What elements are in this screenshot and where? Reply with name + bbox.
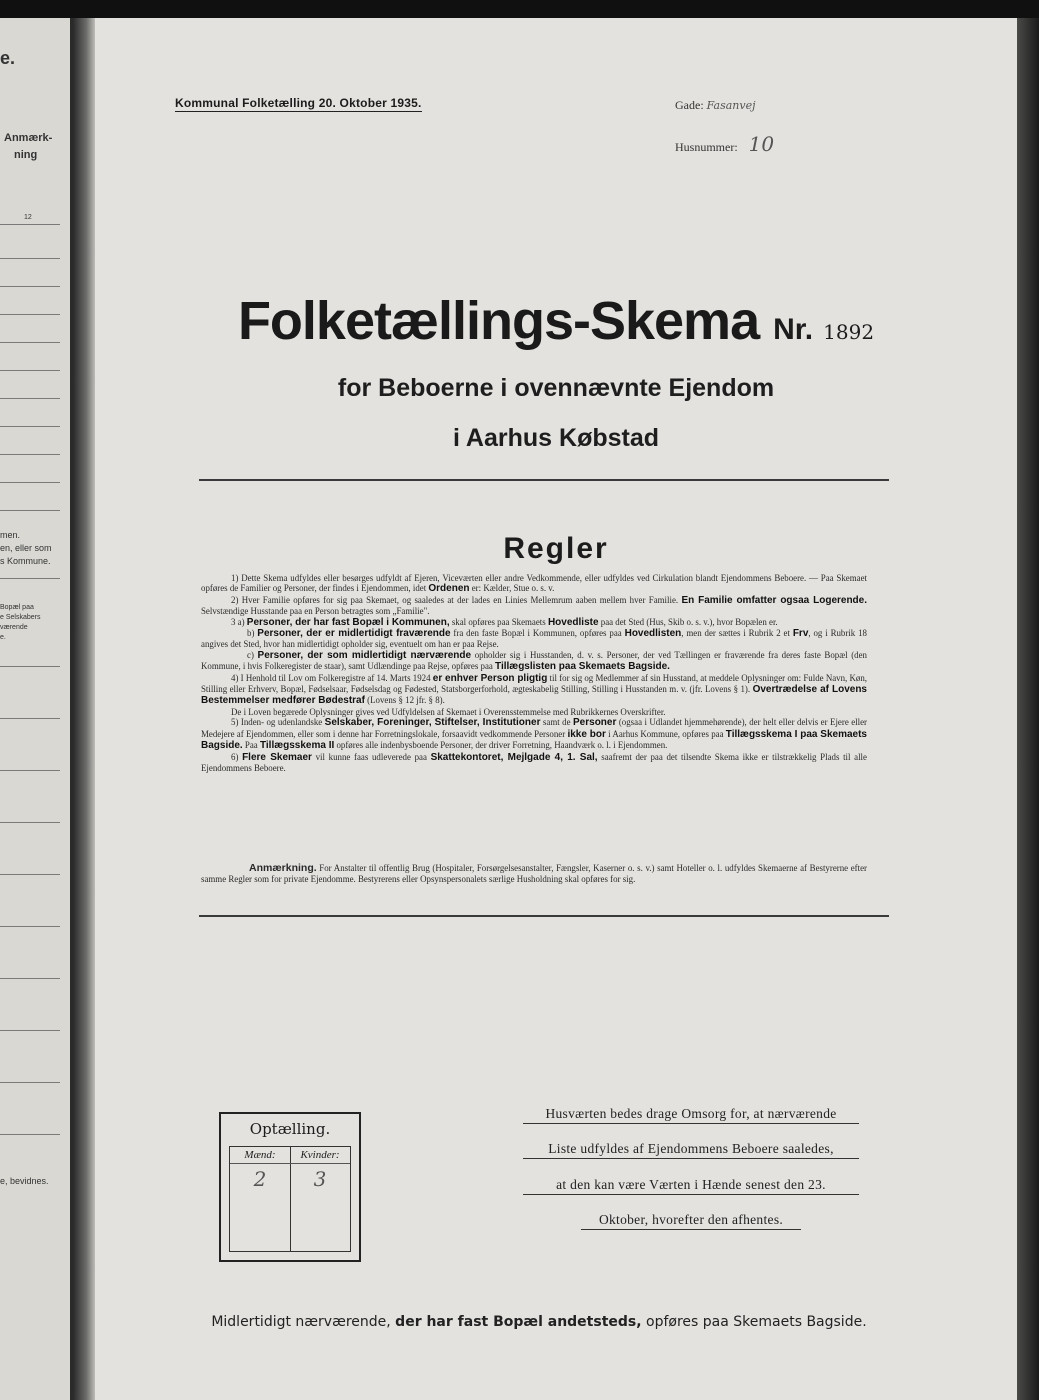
left-page-rule bbox=[0, 454, 60, 455]
form-number-value: 1892 bbox=[823, 320, 875, 344]
women-label: Kvinder: bbox=[300, 1149, 340, 1161]
form-title-text: Folketællings-Skema bbox=[237, 291, 760, 351]
left-page-column-label: Anmærk- bbox=[4, 132, 53, 144]
rules-heading: Regler bbox=[503, 532, 609, 565]
footer-note: Midlertidigt nærværende, der har fast Bopæl andetsteds, opføres paa Skemaets Bagside. bbox=[211, 1314, 867, 1330]
left-page-rule bbox=[0, 482, 60, 483]
count-box bbox=[219, 1112, 361, 1262]
form-title bbox=[95, 290, 1017, 352]
divider bbox=[199, 915, 889, 917]
left-page-heading: e. bbox=[0, 48, 16, 68]
left-page-rule bbox=[0, 426, 60, 427]
left-page-fragment: værende bbox=[0, 624, 28, 631]
landlord-instruction: Liste udfyldes af Ejendommens Beboere saaledes, bbox=[523, 1141, 859, 1159]
left-page-fragment: Bopæl paa bbox=[0, 604, 34, 611]
men-label: Mænd: bbox=[244, 1149, 276, 1161]
left-page-rule bbox=[0, 926, 60, 927]
street-value: Fasanvej bbox=[706, 99, 756, 112]
left-page-fragment: e, bevidnes. bbox=[0, 1176, 49, 1186]
house-number-label: Husnummer: bbox=[675, 140, 738, 154]
left-page-rule bbox=[0, 314, 60, 315]
landlord-instruction: at den kan være Værten i Hænde senest den 23. bbox=[523, 1177, 859, 1195]
street-label: Gade: bbox=[675, 98, 704, 112]
rule-5: 5) Inden- og udenlandske Selskaber, Foreninger, Stiftelser, Institutioner samt de Personer (ogsaa i Udlandet hjemmehørende), der helt eller delvis er Ejere eller Medejere af Ejendommen, eller som i denne har Forretningslokale, forsaavidt vedkommende Personer ikke bor i Aarhus Kommune, opføres paa Tillægsskema I paa Skemaets Bagside. Paa Tillægsskema II opføres alle indenbysboende Personer, der driver Forretning, Haandværk o. l. i Ejendommen. bbox=[201, 717, 867, 752]
rule-1: 1) Dette Skema udfyldes eller besørges udfyldt af Ejeren, Viceværten eller andre Vedkommende, eller udfyldes ved Cirkulation blandt Ejendommens Beboere. — Paa Skemaet opføres de Familier og Personer, der findes i Ejendommen, idet Ordenen er: Kælder, Stue o. s. v. bbox=[201, 573, 867, 595]
men-count: 2 bbox=[253, 1167, 267, 1191]
landlord-instruction: Husværten bedes drage Omsorg for, at nærværende bbox=[523, 1106, 859, 1124]
rule-6: 6) Flere Skemaer vil kunne faas udleverede paa Skattekontoret, Mejlgade 4, 1. Sal, saafremt der paa det tilsendte Skema ikke er tilstrækkelig Plads til alle Ejendommens Beboere. bbox=[201, 751, 867, 773]
left-page-fragment: s Kommune. bbox=[0, 556, 51, 566]
previous-page-edge bbox=[0, 18, 73, 1400]
left-page-rule bbox=[0, 1082, 60, 1083]
count-title: Optælling. bbox=[249, 1120, 331, 1138]
left-page-fragment: en, eller som bbox=[0, 543, 52, 553]
left-page-fragment: e. bbox=[0, 634, 6, 641]
remark-note bbox=[201, 863, 867, 885]
left-page-rule bbox=[0, 370, 60, 371]
left-page-rule bbox=[0, 822, 60, 823]
page-edge bbox=[1017, 18, 1039, 1400]
left-page-rule bbox=[0, 978, 60, 979]
rule-3a: 3 a) Personer, der har fast Bopæl i Kommunen, skal opføres paa Skemaets Hovedliste paa det Sted (Hus, Skib o. s. v.), hvor Bopælen er. bbox=[231, 616, 778, 628]
remark-text: For Anstalter til offentlig Brug (Hospitaler, Forsørgelsesanstalter, Fængsler, Kaserner o. s. v.) samt Hoteller o. l. udfyldes Skemaerne af Bestyrerne efter samme Regler som for private Ejendomme. Bestyrerens eller Opsynspersonalets særlige Husholdning skal opføres for sig. bbox=[201, 863, 867, 884]
divider bbox=[199, 479, 889, 481]
left-page-fragment: e Selskabers bbox=[0, 614, 41, 621]
left-page-fragment: men. bbox=[0, 530, 21, 540]
left-page-rule bbox=[0, 286, 60, 287]
census-form-page bbox=[95, 18, 1017, 1400]
left-page-rule bbox=[0, 398, 60, 399]
left-page-column-label: ning bbox=[14, 149, 38, 161]
rule-3b: b) Personer, der er midlertidigt fraværende fra den faste Bopæl i Kommunen, opføres paa Hovedlisten, men der sættes i Rubrik 2 et Frv, og i Rubrik 18 angives det Sted, hvor han midlertidigt opholder sig, eventuelt om han er paa Rejse. bbox=[201, 628, 867, 650]
rule-2: 2) Hver Familie opføres for sig paa Skemaet, og saaledes at der lades en Linies Mellemrum aaben mellem hver Familie. En Familie omfatter ogsaa Logerende. Selvstændige Husstande paa en Person betragtes som „Familie". bbox=[201, 594, 868, 617]
left-page-rule bbox=[0, 874, 60, 875]
remark-label: Anmærkning. bbox=[249, 862, 317, 874]
left-page-rule bbox=[0, 770, 60, 771]
street-field bbox=[675, 98, 756, 113]
rule-4-continued: De i Loven begærede Oplysninger gives ved Udfyldelsen af Skemaet i Overensstemmelse med Rubrikkernes Overskrifter. bbox=[231, 706, 666, 717]
women-count: 3 bbox=[313, 1167, 327, 1191]
left-page-rule bbox=[0, 578, 60, 579]
form-number-label: Nr. bbox=[773, 313, 814, 346]
left-page-column-number: 12 bbox=[24, 214, 32, 221]
left-page-rule bbox=[0, 342, 60, 343]
left-page-rule bbox=[0, 718, 60, 719]
left-page-rule bbox=[0, 666, 60, 667]
rules-body bbox=[201, 573, 867, 773]
house-number-value: 10 bbox=[748, 132, 775, 156]
left-page-rule bbox=[0, 510, 60, 511]
count-header-line bbox=[230, 1163, 350, 1164]
form-subtitle: for Beboerne i ovennævnte Ejendom bbox=[337, 374, 775, 402]
census-title-line: Kommunal Folketælling 20. Oktober 1935. bbox=[175, 96, 422, 110]
rule-3c: c) Personer, der som midlertidigt nærværende opholder sig i Husstanden, d. v. s. Personer, der ved Tællingen er fraværende fra deres faste Bopæl (den Kommune, i hvis Folkeregister de staar), samt Udlændinge paa Rejse, opføres paa Tillægslisten paa Skemaets Bagside. bbox=[201, 649, 867, 673]
form-location: i Aarhus Købstad bbox=[452, 424, 660, 452]
left-page-rule bbox=[0, 1134, 60, 1135]
landlord-instruction: Oktober, hvorefter den afhentes. bbox=[581, 1212, 801, 1230]
rule-4: 4) I Henhold til Lov om Folkeregistre af 14. Marts 1924 er enhver Person pligtig til for sig og Medlemmer af sin Husstand, at meddele Oplysninger om: Fulde Navn, Køn, Stilling eller Erhverv, Bopæl, Fødselsaar, Fødselsdag og Fødested, Statsborgerforhold, ægteskabelig Stilling, Stilling i Husstanden m. v. (jfr. Lovens § 1). Overtrædelse af Lovens Bestemmelser medfører Bødestraf (Lovens § 12 jfr. § 8). bbox=[201, 672, 868, 707]
left-page-rule bbox=[0, 1030, 60, 1031]
count-table bbox=[229, 1146, 351, 1252]
house-number-field bbox=[675, 132, 774, 156]
left-page-rule bbox=[0, 224, 60, 225]
left-page-rule bbox=[0, 258, 60, 259]
book-gutter bbox=[73, 18, 95, 1400]
